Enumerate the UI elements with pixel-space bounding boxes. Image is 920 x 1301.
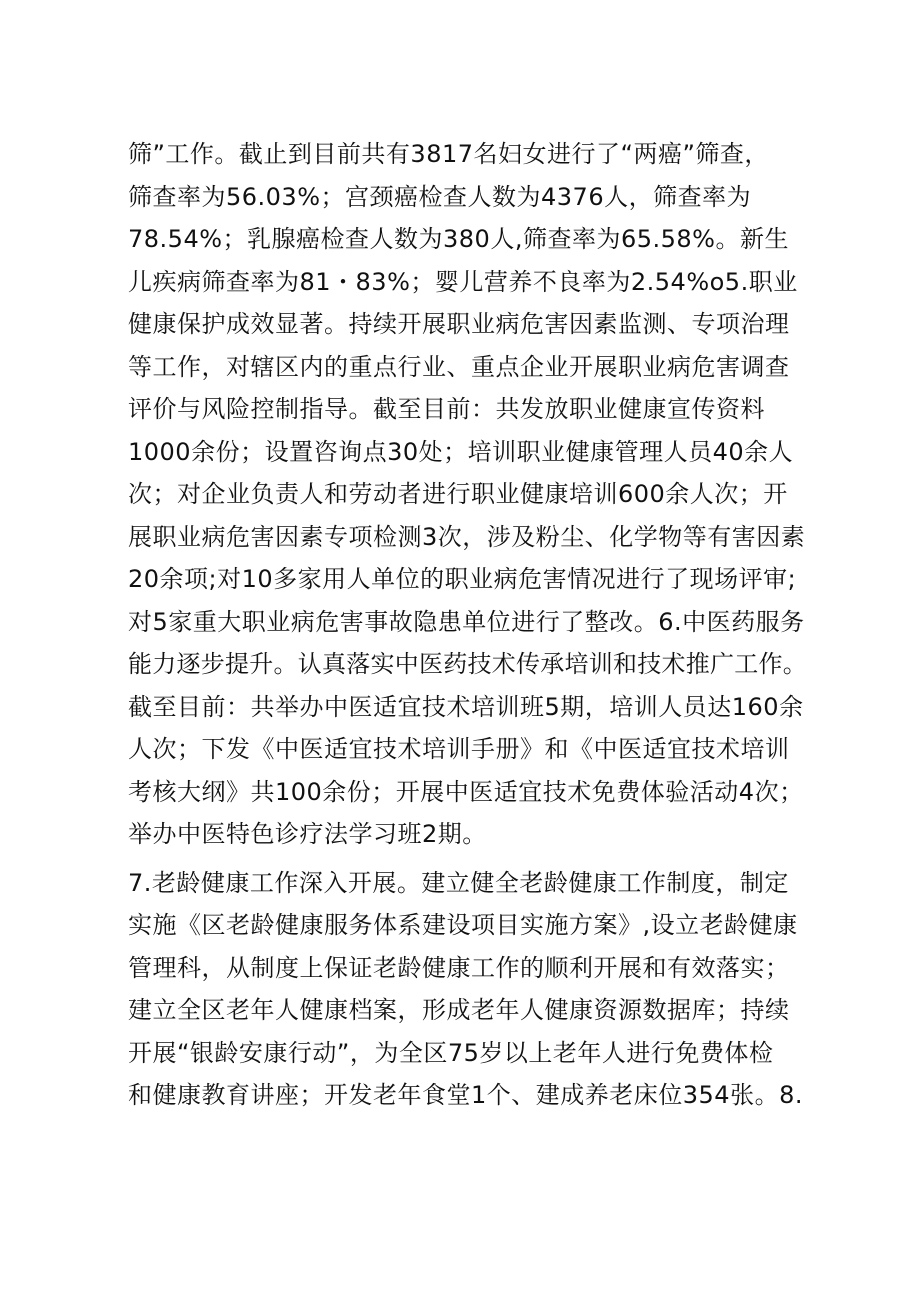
text-line: 20余项;对10多家用人单位的职业病危害情况进行了现场评审;: [128, 565, 797, 593]
text-line: 78.54%；乳腺癌检查人数为380人,筛查率为65.58%。新生: [128, 225, 789, 253]
text-line: 对5家重大职业病危害事故隐患单位进行了整改。6.中医药服务: [128, 607, 805, 636]
text-line: 7.老龄健康工作深入开展。建立健全老龄健康工作制度，制定: [128, 868, 789, 897]
text-line: 考核大纲》共100余份；开展中医适宜技术免费体验活动4次；: [128, 777, 804, 806]
text-line: 筛查率为56.03%；宫颈癌检查人数为4376人，筛查率为: [128, 182, 752, 211]
text-line: 筛”工作。截止到目前共有3817名妇女进行了“两癌”筛查，: [128, 140, 769, 168]
text-line: 人次；下发《中医适宜技术培训手册》和《中医适宜技术培训: [128, 735, 790, 763]
text-line: 和健康教育讲座；开发老年食堂1个、建成养老床位354张。8.: [128, 1081, 803, 1109]
text-line: 儿疾病筛查率为81・83%；婴儿营养不良率为2.54%o5.职业: [128, 267, 798, 296]
text-line: 开展“银龄安康行动”，为全区75岁以上老年人进行免费体检: [128, 1038, 774, 1067]
text-line: 展职业病危害因素专项检测3次，涉及粉尘、化学物等有害因素: [128, 522, 806, 551]
paragraph-health-statistics: [128, 133, 808, 856]
text-line: 1000余份；设置咨询点30处；培训职业健康管理人员40余人: [128, 437, 794, 466]
text-line: 评价与风险控制指导。截至目前：共发放职业健康宣传资料: [128, 395, 765, 423]
text-line: 等工作，对辖区内的重点行业、重点企业开展职业病危害调查: [128, 352, 790, 381]
text-line: 截至目前：共举办中医适宜技术培训班5期，培训人员达160余: [128, 692, 804, 721]
body-text: [128, 133, 808, 1117]
paragraph-elderly-health: [128, 862, 808, 1117]
text-line: 建立全区老年人健康档案，形成老年人健康资源数据库；持续: [128, 996, 790, 1024]
text-line: 举办中医特色诊疗法学习班2期。: [128, 820, 487, 848]
text-line: 次；对企业负责人和劳动者进行职业健康培训600余人次；开: [128, 480, 788, 508]
text-line: 实施《区老龄健康服务体系建设项目实施方案》,设立老龄健康: [128, 911, 798, 939]
text-line: 管理科，从制度上保证老龄健康工作的顺利开展和有效落实；: [128, 953, 790, 982]
text-line: 能力逐步提升。认真落实中医药技术传承培训和技术推广工作。: [128, 650, 807, 678]
text-line: 健康保护成效显著。持续开展职业病危害因素监测、专项治理: [128, 310, 790, 338]
